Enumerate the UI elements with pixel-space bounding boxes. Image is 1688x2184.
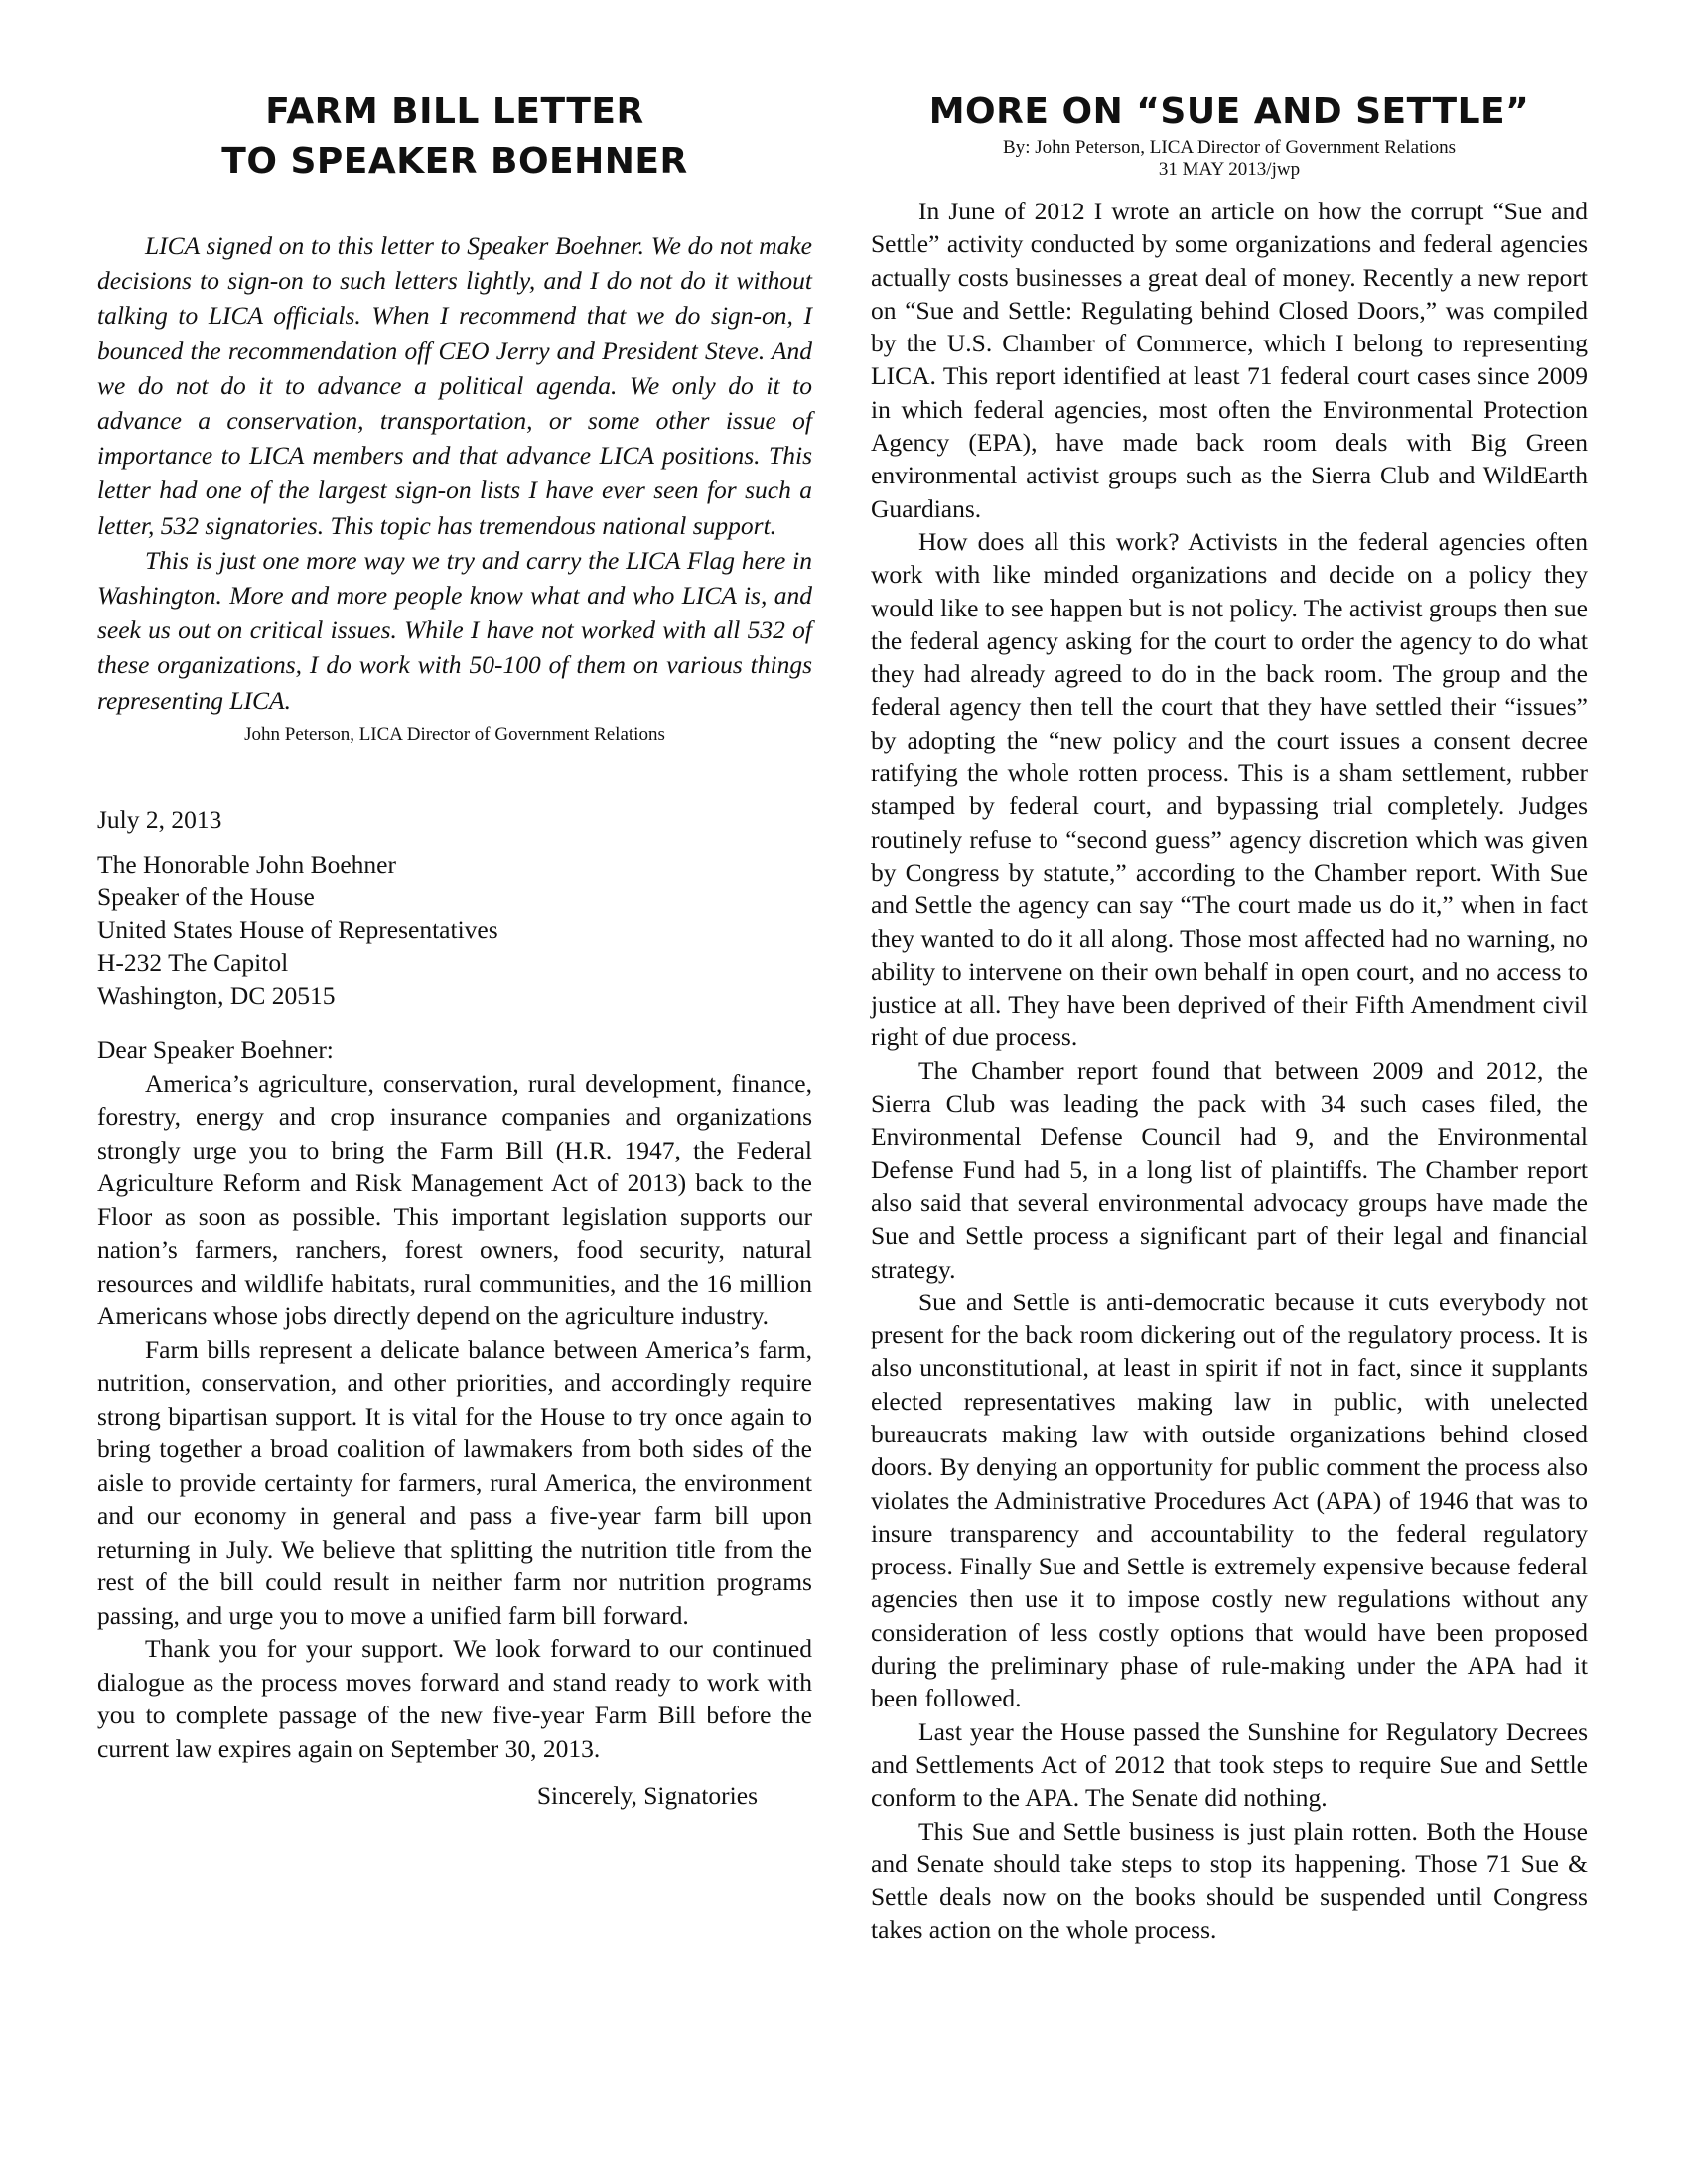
article-paragraph: How does all this work? Activists in the federal agencies often work with like minded organizations and decide on a policy they would like to see happen but is not policy. The activist groups then sue the federal agency asking for the court to order the agency to do what they had already agreed to do in the back room. The group and the federal agency then tell the court that they have settled their “issues” by adopting the “new policy and the court issues a consent decree ratifying the whole rotten process. This is a sham settlement, rubber stamped by federal court, and bypassing trial completely. Judges routinely refuse to “second guess” agency discretion which was given by Congress by statute,” according to the Chamber report. With Sue and Settle the agency can say “The court made us do it,” when in fact they wanted to do it all along. Those most affected had no warning, no ability to intervene on their own behalf in open court, and no access to justice at all. They have been deprived of their Fifth Amendment civil right of due process. xyxy=(871,526,1588,1052)
address-line: The Honorable John Boehner xyxy=(97,850,396,880)
letter-address xyxy=(97,848,812,1012)
intro-signature: John Peterson, LICA Director of Government Relations xyxy=(244,723,665,745)
article-paragraph: Sue and Settle is anti-democratic because it cuts everybody not present for the back room dickering out of the regulatory process. It is also unconstitutional, at least in spirit if not in fact, since it supplants elected representatives making law in public, with unelected bureaucrats making law with outside organizations behind closed doors. By denying an opportunity for public comment the process also violates the Administrative Procedures Act (APA) of 1946 that was to insure transparency and accountability to the federal regulatory process. Finally Sue and Settle is extremely expensive because federal agencies then use it to impose costly new regulations without any consideration of less costly options that would have been proposed during the preliminary phase of rule-making under the APA had it been followed. xyxy=(871,1287,1588,1713)
article-paragraph: This Sue and Settle business is just plain rotten. Both the House and Senate should take steps to stop its happening. Those 71 Sue & Settle deals now on the books should be suspended until Congress takes action on the whole process. xyxy=(871,1816,1588,1945)
address-line: Washington, DC 20515 xyxy=(97,981,336,1011)
farm-bill-headline xyxy=(97,87,812,187)
intro-paragraph: This is just one more way we try and carry the LICA Flag here in Washington. More and more people know what and who LICA is, and seek us out on critical issues. While I have not worked with all 532 of these organizations, I do work with 50-100 of them on various things representing LICA. xyxy=(97,545,812,715)
letter-paragraph: America’s agriculture, conservation, rural development, finance, forestry, energy and crop insurance companies and organizations strongly urge you to bring the Farm Bill (H.R. 1947, the Federal Agriculture Reform and Risk Management Act of 2013) back to the Floor as soon as possible. This important legislation supports our nation’s farmers, ranchers, forest owners, food security, natural resources and wildlife habitats, rural communities, and the 16 million Americans whose jobs directly depend on the agriculture industry. xyxy=(97,1068,812,1331)
headline-line-1: FARM BILL LETTER xyxy=(265,91,644,132)
article-paragraph: In June of 2012 I wrote an article on how the corrupt “Sue and Settle” activity conducted by some organizations and federal agencies actually costs businesses a great deal of money. Recently a new report on “Sue and Settle: Regulating behind Closed Doors,” was compiled by the U.S. Chamber of Commerce, which I belong to representing LICA. This report identified at least 71 federal court cases since 2009 in which federal agencies, most often the Environmental Protection Agency (EPA), have made back room deals with Big Green environmental activist groups such as the Sierra Club and WildEarth Guardians. xyxy=(871,197,1588,523)
letter-paragraph: Farm bills represent a delicate balance between America’s farm, nutrition, conservation, and other priorities, and accordingly require strong bipartisan support. It is vital for the House to try once again to bring together a broad coalition of lawmakers from both sides of the aisle to provide certainty for farmers, rural America, the environment and our economy in general and pass a five-year farm bill upon returning in July. We believe that splitting the nutrition title from the rest of the bill could result in neither farm nor nutrition programs passing, and urge you to move a unified farm bill forward. xyxy=(97,1334,812,1630)
byline xyxy=(871,137,1588,181)
sue-and-settle-headline: MORE ON “SUE AND SETTLE” xyxy=(928,91,1530,132)
address-line: United States House of Representatives xyxy=(97,915,498,945)
headline-line-2: TO SPEAKER BOEHNER xyxy=(221,141,688,182)
letter-salutation: Dear Speaker Boehner: xyxy=(97,1035,334,1065)
byline-date: 31 MAY 2013/jwp xyxy=(1158,159,1301,180)
article-paragraph: Last year the House passed the Sunshine for Regulatory Decrees and Settlements Act of 2012 that took steps to require Sue and Settle conform to the APA. The Senate did nothing. xyxy=(871,1716,1588,1813)
letter-closing: Sincerely, Signatories xyxy=(536,1781,758,1811)
article-paragraph: The Chamber report found that between 2009 and 2012, the Sierra Club was leading the pack with 34 such cases filed, the Environmental Defense Council had 9, and the Environmental Defense Fund had 5, in a long list of plaintiffs. The Chamber report also said that several environmental advocacy groups have made the Sue and Settle process a significant part of their legal and financial strategy. xyxy=(871,1055,1588,1284)
article-body xyxy=(871,195,1588,1947)
farm-bill-letter xyxy=(97,803,812,1813)
address-line: H-232 The Capitol xyxy=(97,948,289,978)
letter-date: July 2, 2013 xyxy=(97,804,222,834)
letter-paragraph: Thank you for your support. We look forward to our continued dialogue as the process moves forward and stand ready to work with you to complete passage of the new five-year Farm Bill before the current law expires again on September 30, 2013. xyxy=(97,1634,812,1763)
address-line: Speaker of the House xyxy=(97,883,315,912)
byline-author: By: John Peterson, LICA Director of Government Relations xyxy=(1003,137,1456,158)
intro-paragraph: LICA signed on to this letter to Speaker Boehner. We do not make decisions to sign-on to such letters lightly, and I do not do it without talking to LICA officials. When I recommend that we do sign-on, I bounced the recommendation off CEO Jerry and President Steve. And we do not do it to advance a political agenda. We only do it to advance a conservation, transportation, or some other issue of importance to LICA members and that advance LICA positions. This letter had one of the largest sign-on lists I have ever seen for such a letter, 532 signatories. This topic has tremendous national support. xyxy=(97,231,812,540)
intro-note xyxy=(97,228,812,718)
right-column xyxy=(871,87,1588,1947)
left-column xyxy=(97,87,812,1813)
